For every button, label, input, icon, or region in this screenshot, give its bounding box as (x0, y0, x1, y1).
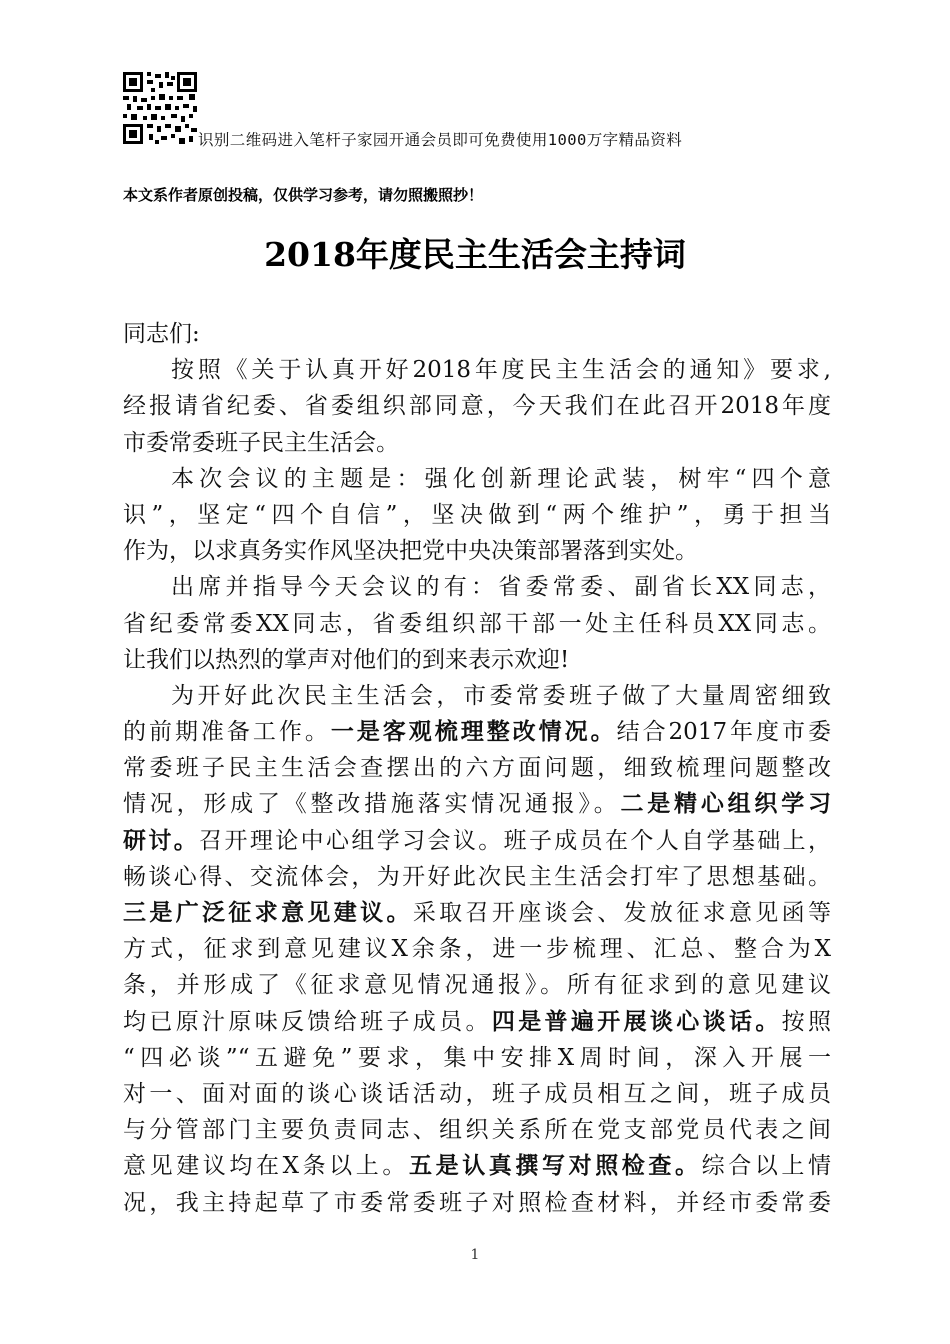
body-line (123, 569, 831, 605)
bold-heading-text: 二是精心组织学习 (620, 790, 832, 818)
body-line (123, 425, 831, 461)
qr-code[interactable] (123, 72, 197, 144)
body-line (123, 352, 831, 388)
qr-caption: 识别二维码进入笔杆子家园开通会员即可免费使用1000万字精品资料 (198, 131, 683, 149)
body-line (123, 1076, 831, 1112)
body-text: 的前期准备工作。 (123, 719, 331, 746)
body-line (123, 1148, 831, 1184)
body-line (123, 642, 831, 678)
body-text: 情况，形成了《整改措施落实情况通报》。 (123, 791, 621, 818)
body-line (123, 750, 831, 786)
body-text: 综合以上情 (701, 1153, 832, 1180)
body-text: 常委班子民主生活会查摆出的六方面问题，细致梳理问题整改 (123, 755, 831, 782)
body-text: 按照 (781, 1008, 832, 1035)
body-line (123, 316, 831, 352)
copyright-notice: 本文系作者原创投稿，仅供学习参考，请勿照搬照抄！ (123, 186, 484, 204)
body-text: 按照《关于认真开好2018年度民主生活会的通知》要求, (171, 357, 831, 384)
bold-heading-text: 一是客观梳理整改情况。 (330, 718, 617, 746)
body-line (123, 1112, 831, 1148)
body-text: 省纪委常委XX同志，省委组织部干部一处主任科员XX同志。 (123, 610, 831, 637)
body-line (123, 606, 831, 642)
bold-heading-text: 四是普遍开展谈心谈话。 (491, 1007, 782, 1035)
body-text: 出席并指导今天会议的有：省委常委、副省长XX同志， (171, 574, 831, 601)
body-text: 为开好此次民主生活会，市委常委班子做了大量周密细致 (171, 682, 831, 709)
body-line (123, 714, 831, 750)
body-line (123, 786, 831, 822)
bold-heading-text: 五是认真撰写对照检查。 (409, 1152, 702, 1180)
body-text: 与分管部门主要负责同志、组织关系所在党支部党员代表之间 (123, 1117, 831, 1144)
body-text: 同志们: (123, 321, 200, 347)
body-text: 意见建议均在X条以上。 (123, 1153, 409, 1180)
bold-heading-text: 三是广泛征求意见建议。 (123, 899, 413, 926)
bold-heading-text: 研讨。 (123, 826, 200, 854)
body-line (123, 678, 831, 714)
body-text: 均已原汁原味反馈给班子成员。 (123, 1008, 492, 1035)
body-text: 召开理论中心组学习会议。班子成员在个人自学基础上， (199, 827, 832, 854)
body-text: 经报请省纪委、省委组织部同意，今天我们在此召开2018年度 (123, 393, 831, 420)
body-text: 畅谈心得、交流体会，为开好此次民主生活会打牢了思想基础。 (123, 863, 831, 890)
body-text: 结合2017年度市委 (616, 719, 831, 746)
body-line (123, 895, 831, 931)
document-body (123, 316, 831, 1221)
body-text: 对一、面对面的谈心谈话活动，班子成员相互之间，班子成员 (123, 1080, 831, 1107)
document-title: 2018年度民主生活会主持词 (264, 235, 686, 274)
body-text: 采取召开座谈会、发放征求意见函等 (412, 900, 832, 926)
body-line (123, 533, 831, 569)
body-line (123, 931, 831, 967)
body-text: “四必谈”“五避免”要求，集中安排X周时间，深入开展一 (123, 1044, 831, 1071)
body-text: 本次会议的主题是：强化创新理论武装，树牢“四个意 (171, 465, 831, 492)
body-text: 识”，坚定“四个自信”，坚决做到“两个维护”，勇于担当 (123, 501, 831, 528)
body-text: 市委常委班子民主生活会。 (123, 429, 399, 456)
body-text: 条，并形成了《征求意见情况通报》。所有征求到的意见建议 (123, 972, 831, 999)
body-line (123, 388, 831, 424)
body-line (123, 1040, 831, 1076)
body-line (123, 967, 831, 1003)
body-text: 况，我主持起草了市委常委班子对照检查材料，并经市委常委 (123, 1189, 831, 1216)
body-line (123, 823, 831, 859)
body-text: 作为，以求真务实作风坚决把党中央决策部署落到实处。 (123, 538, 698, 565)
body-text: 方式，征求到意见建议X余条，进一步梳理、汇总、整合为X (123, 936, 831, 963)
body-line (123, 1004, 831, 1040)
page-number: 1 (470, 1247, 480, 1263)
body-line (123, 497, 831, 533)
body-text: 让我们以热烈的掌声对他们的到来表示欢迎! (123, 646, 570, 673)
body-line (123, 461, 831, 497)
body-line (123, 1185, 831, 1221)
body-line (123, 859, 831, 895)
